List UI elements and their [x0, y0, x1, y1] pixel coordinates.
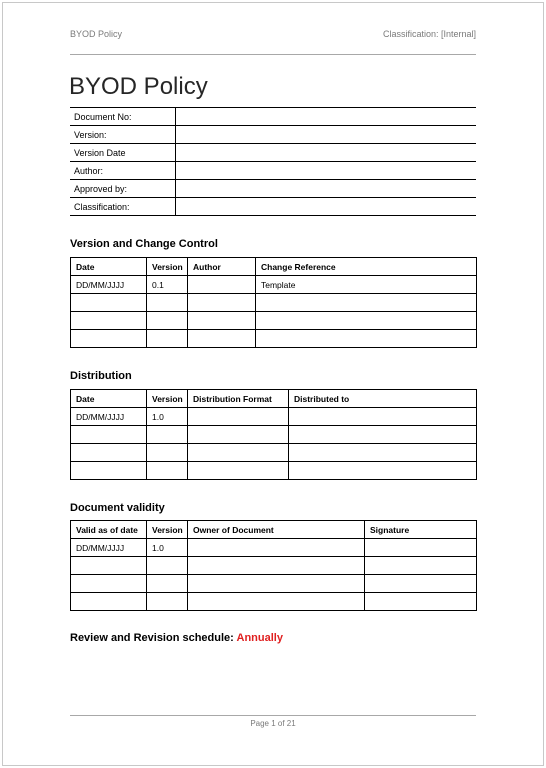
table-cell[interactable] — [365, 575, 477, 593]
info-value-author[interactable] — [176, 162, 477, 180]
info-value-version[interactable] — [176, 126, 477, 144]
table-cell[interactable] — [365, 593, 477, 611]
info-label-author: Author: — [70, 162, 176, 180]
table-row — [71, 462, 477, 480]
table-row — [71, 444, 477, 462]
table-cell[interactable] — [188, 330, 256, 348]
table-cell[interactable] — [188, 593, 365, 611]
table-cell[interactable] — [188, 539, 365, 557]
table-cell[interactable] — [188, 575, 365, 593]
info-label-version-date: Version Date — [70, 144, 176, 162]
table-row — [71, 294, 477, 312]
column-header-version: Version — [147, 390, 188, 408]
table-row — [70, 126, 476, 144]
table-cell[interactable] — [256, 312, 477, 330]
table-cell[interactable] — [289, 426, 477, 444]
table-row — [71, 575, 477, 593]
table-cell[interactable] — [147, 426, 188, 444]
table-cell[interactable] — [71, 557, 147, 575]
table-cell[interactable] — [147, 575, 188, 593]
table-cell[interactable] — [71, 462, 147, 480]
column-header-signature: Signature — [365, 521, 477, 539]
review-schedule — [70, 632, 283, 644]
table-cell[interactable] — [147, 312, 188, 330]
version-control-table — [70, 257, 477, 348]
table-cell[interactable] — [71, 294, 147, 312]
table-cell[interactable] — [71, 330, 147, 348]
table-cell[interactable] — [365, 557, 477, 575]
table-row — [71, 539, 477, 557]
table-row — [71, 408, 477, 426]
table-cell[interactable] — [188, 294, 256, 312]
info-value-document-no[interactable] — [176, 108, 477, 126]
table-cell[interactable] — [188, 426, 289, 444]
version-control-heading: Version and Change Control — [70, 238, 218, 250]
footer-divider — [70, 715, 476, 716]
table-cell[interactable] — [188, 444, 289, 462]
table-cell[interactable] — [188, 408, 289, 426]
table-row — [71, 312, 477, 330]
page-title: BYOD Policy — [69, 73, 208, 100]
header-divider — [70, 54, 476, 55]
info-value-approved-by[interactable] — [176, 180, 477, 198]
table-row — [70, 198, 476, 216]
table-row — [70, 162, 476, 180]
column-header-version: Version — [147, 521, 188, 539]
info-label-version: Version: — [70, 126, 176, 144]
info-value-version-date[interactable] — [176, 144, 477, 162]
distribution-heading: Distribution — [70, 370, 132, 382]
table-cell[interactable] — [147, 462, 188, 480]
table-cell[interactable] — [71, 593, 147, 611]
info-value-classification[interactable] — [176, 198, 477, 216]
table-cell[interactable]: DD/MM/JJJJ — [71, 539, 147, 557]
table-cell[interactable] — [71, 575, 147, 593]
table-cell[interactable]: Template — [256, 276, 477, 294]
table-cell[interactable] — [147, 444, 188, 462]
column-header-author: Author — [188, 258, 256, 276]
table-row — [71, 557, 477, 575]
table-cell[interactable]: 0.1 — [147, 276, 188, 294]
table-cell[interactable] — [365, 539, 477, 557]
table-cell[interactable] — [71, 426, 147, 444]
info-label-classification: Classification: — [70, 198, 176, 216]
table-row — [70, 144, 476, 162]
header-classification: Classification: [Internal] — [382, 29, 476, 39]
table-cell[interactable]: 1.0 — [147, 539, 188, 557]
table-cell[interactable] — [147, 557, 188, 575]
table-header-row — [71, 258, 477, 276]
column-header-valid-as-of-date: Valid as of date — [71, 521, 147, 539]
table-cell[interactable] — [71, 444, 147, 462]
info-label-approved-by: Approved by: — [70, 180, 176, 198]
info-label-document-no: Document No: — [70, 108, 176, 126]
column-header-distributed-to: Distributed to — [289, 390, 477, 408]
table-cell[interactable] — [289, 444, 477, 462]
header-doc-title: BYOD Policy — [70, 29, 123, 39]
column-header-date: Date — [71, 390, 147, 408]
column-header-distribution-format: Distribution Format — [188, 390, 289, 408]
table-row — [71, 276, 477, 294]
table-cell[interactable] — [147, 593, 188, 611]
table-row — [71, 593, 477, 611]
column-header-date: Date — [71, 258, 147, 276]
table-cell[interactable] — [256, 330, 477, 348]
table-row — [71, 426, 477, 444]
review-schedule-label: Review and Revision schedule: — [70, 632, 234, 644]
document-validity-table — [70, 520, 477, 611]
document-info-table — [70, 107, 476, 216]
table-cell[interactable] — [147, 330, 188, 348]
table-cell[interactable] — [147, 294, 188, 312]
table-cell[interactable] — [289, 462, 477, 480]
table-cell[interactable]: DD/MM/JJJJ — [71, 408, 147, 426]
table-cell[interactable]: 1.0 — [147, 408, 188, 426]
column-header-change-reference: Change Reference — [256, 258, 477, 276]
column-header-owner-of-document: Owner of Document — [188, 521, 365, 539]
table-cell[interactable] — [188, 462, 289, 480]
table-cell[interactable] — [188, 557, 365, 575]
table-cell[interactable] — [188, 312, 256, 330]
table-header-row — [71, 390, 477, 408]
document-validity-heading: Document validity — [70, 502, 165, 514]
table-row — [71, 330, 477, 348]
table-cell[interactable] — [71, 312, 147, 330]
table-row — [70, 180, 476, 198]
table-cell[interactable] — [188, 276, 256, 294]
table-cell[interactable] — [256, 294, 477, 312]
table-row — [70, 108, 476, 126]
page-number: Page 1 of 21 — [250, 719, 296, 728]
column-header-version: Version — [147, 258, 188, 276]
table-cell[interactable]: DD/MM/JJJJ — [71, 276, 147, 294]
table-header-row — [71, 521, 477, 539]
distribution-table — [70, 389, 477, 480]
review-schedule-value: Annually — [236, 632, 283, 644]
table-cell[interactable] — [289, 408, 477, 426]
